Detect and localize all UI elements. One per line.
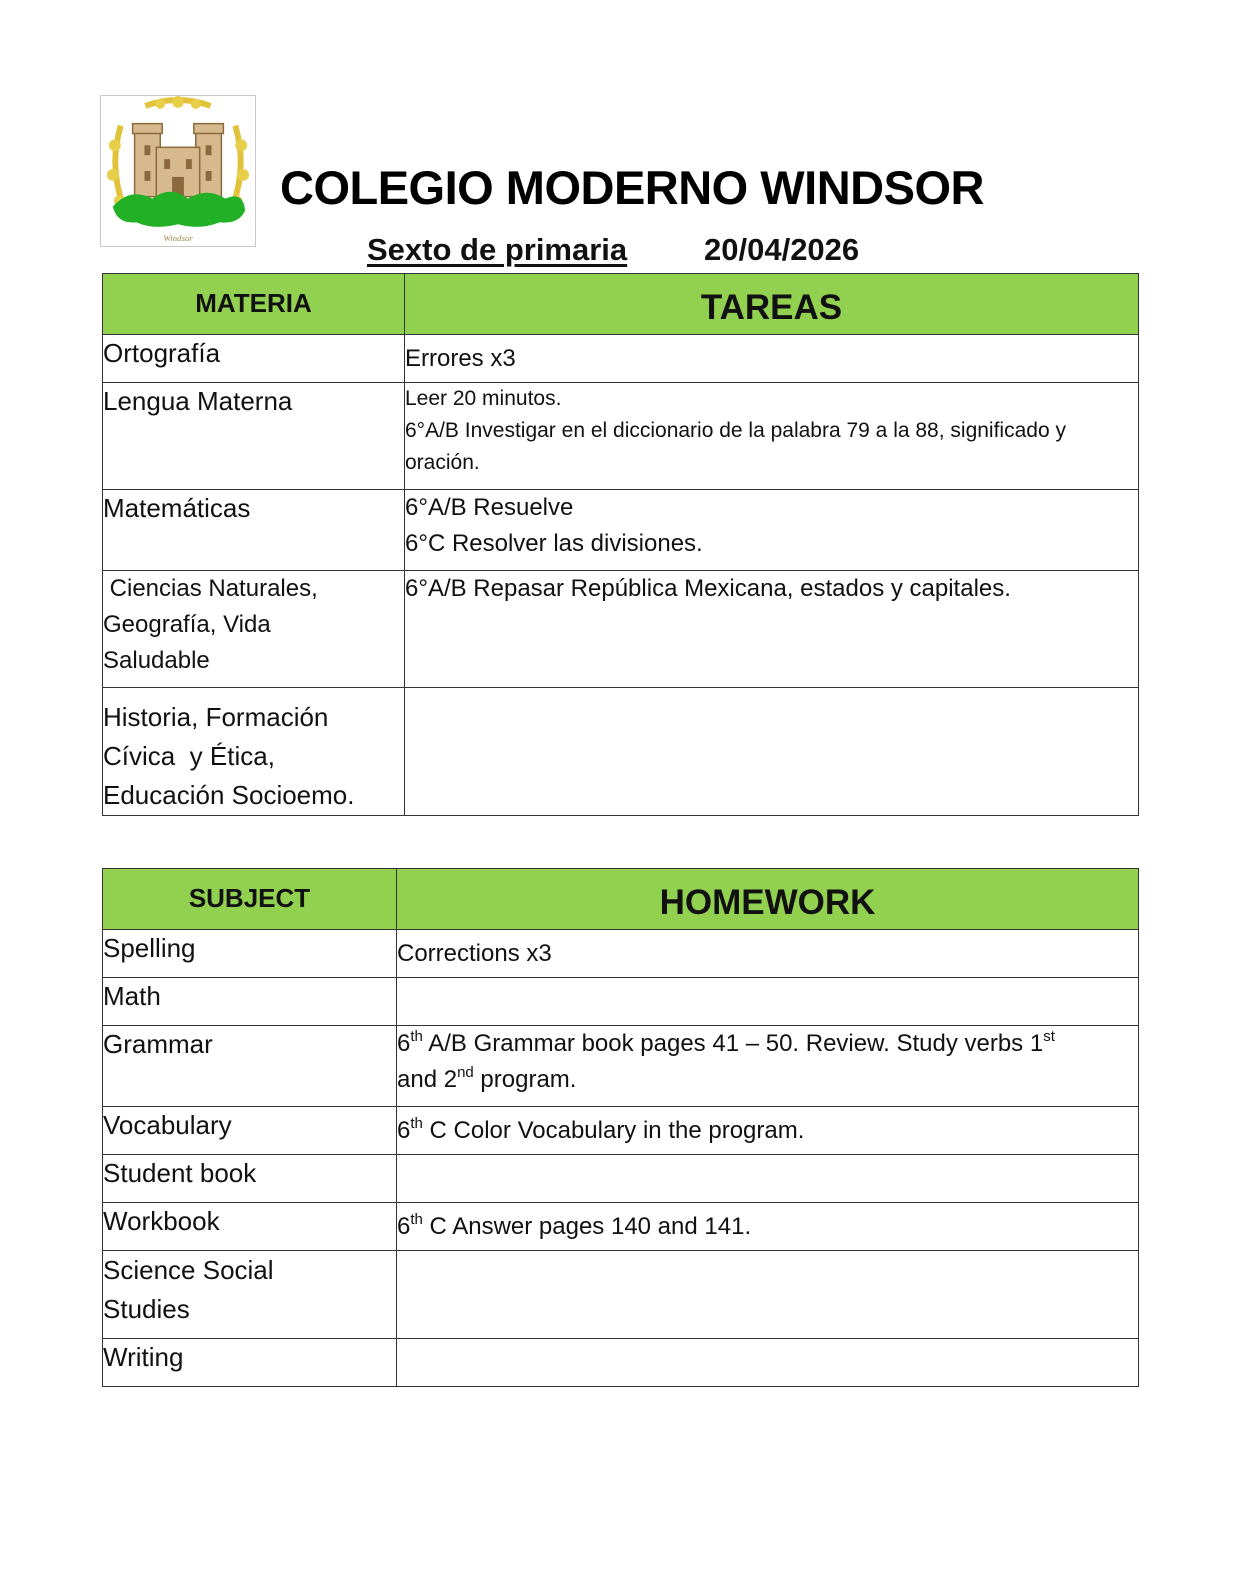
subject-cell: Historia, Formación Cívica y Ética, Educación Socioemo.	[103, 688, 405, 816]
task-cell	[405, 688, 1139, 816]
task-cell: Errores x3	[405, 335, 1139, 383]
table-row	[103, 1203, 1139, 1251]
logo-caption: Windsor	[163, 233, 193, 244]
homework-header-row	[103, 869, 1139, 930]
homework-cell	[397, 1339, 1139, 1387]
subject-cell: Spelling	[103, 930, 397, 978]
homework-cell: Corrections x3	[397, 930, 1139, 978]
table-row	[103, 335, 1139, 383]
col-homework-header: HOMEWORK	[397, 869, 1139, 930]
school-title: COLEGIO MODERNO WINDSOR	[280, 161, 984, 214]
table-row	[103, 1026, 1139, 1107]
homework-cell	[397, 978, 1139, 1026]
table-row	[103, 571, 1139, 688]
col-materia-header: MATERIA	[103, 274, 405, 335]
tareas-header-row	[103, 274, 1139, 335]
table-row	[103, 688, 1139, 816]
homework-cell	[397, 1251, 1139, 1339]
subject-cell: Science Social Studies	[103, 1251, 397, 1339]
subject-cell: Vocabulary	[103, 1107, 397, 1155]
subject-cell: Ciencias Naturales, Geografía, Vida Saludable	[103, 571, 405, 688]
homework-table	[102, 868, 1139, 1387]
date-label: 20/04/2026	[704, 232, 860, 267]
table-row	[103, 978, 1139, 1026]
task-cell: Leer 20 minutos. 6°A/B Investigar en el diccionario de la palabra 79 a la 88, significado y oración.	[405, 383, 1139, 490]
task-cell: 6°A/B Repasar República Mexicana, estados y capitales.	[405, 571, 1139, 688]
homework-cell	[397, 1155, 1139, 1203]
subject-cell: Student book	[103, 1155, 397, 1203]
table-row	[103, 1251, 1139, 1339]
grade-label: Sexto de primaria	[367, 232, 628, 267]
table-row	[103, 490, 1139, 571]
subject-cell: Writing	[103, 1339, 397, 1387]
subject-cell: Grammar	[103, 1026, 397, 1107]
col-tareas-header: TAREAS	[405, 274, 1139, 335]
homework-cell: 6th C Answer pages 140 and 141.	[397, 1203, 1139, 1251]
table-row	[103, 1107, 1139, 1155]
homework-cell: 6th A/B Grammar book pages 41 – 50. Review. Study verbs 1st and 2nd program.	[397, 1026, 1139, 1107]
school-logo	[100, 95, 256, 247]
subject-cell: Lengua Materna	[103, 383, 405, 490]
table-row	[103, 383, 1139, 490]
table-row	[103, 1339, 1139, 1387]
subject-cell: Workbook	[103, 1203, 397, 1251]
table-row	[103, 1155, 1139, 1203]
subject-cell: Math	[103, 978, 397, 1026]
tareas-table	[102, 273, 1139, 816]
table-row	[103, 930, 1139, 978]
col-subject-header: SUBJECT	[103, 869, 397, 930]
subject-cell: Ortografía	[103, 335, 405, 383]
task-cell: 6°A/B Resuelve 6°C Resolver las divisiones.	[405, 490, 1139, 571]
subject-cell: Matemáticas	[103, 490, 405, 571]
homework-cell: 6th C Color Vocabulary in the program.	[397, 1107, 1139, 1155]
